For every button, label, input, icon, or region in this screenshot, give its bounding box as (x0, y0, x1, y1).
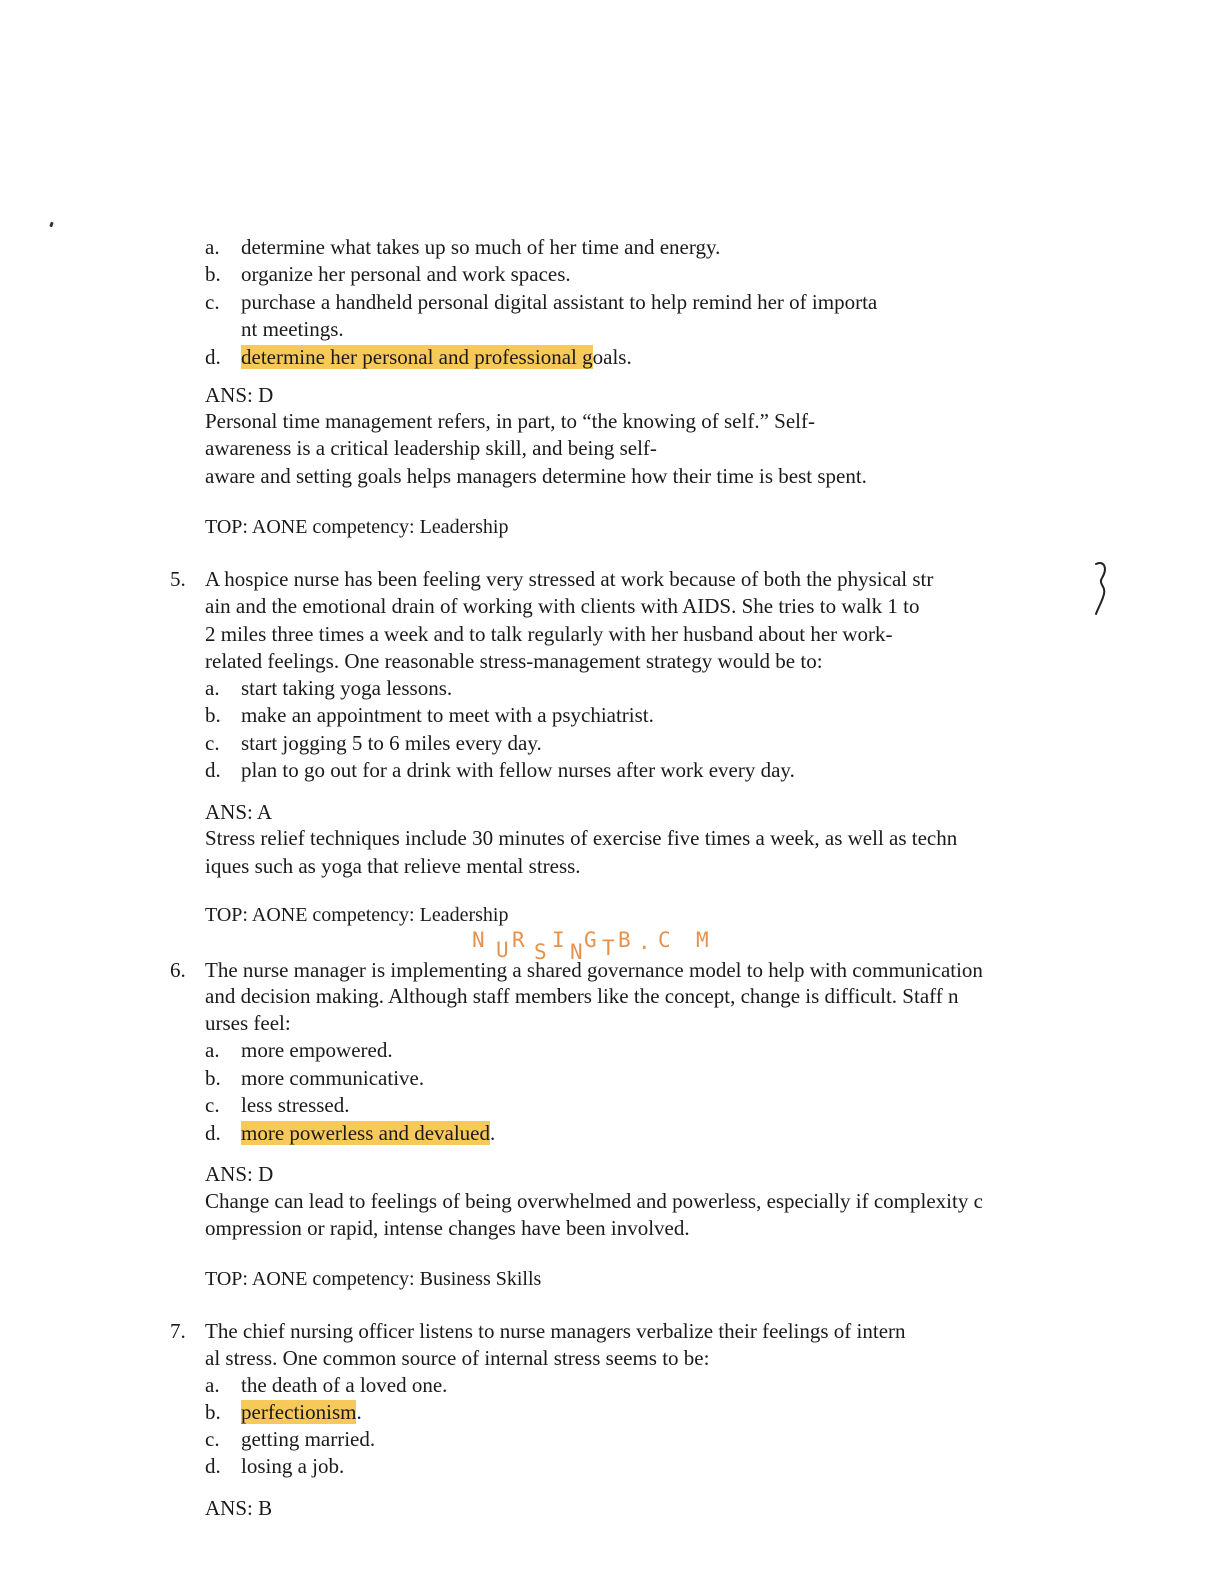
answer-highlight: more powerless and devalued (241, 1121, 490, 1145)
question-stem-line: and decision making. Although staff members like the concept, change is difficult. Staff n (205, 984, 959, 1008)
question-stem-line: urses feel: (205, 1011, 291, 1035)
option-letter: c. (205, 290, 220, 314)
option-d-text: determine her personal and professional goals. (241, 345, 632, 369)
question-number: 7. (170, 1319, 186, 1343)
option-letter: a. (205, 676, 220, 700)
option-d-text: more powerless and devalued. (241, 1121, 496, 1145)
rationale-line: Change can lead to feelings of being overwhelmed and powerless, especially if complexity c (205, 1189, 983, 1213)
option-letter: c. (205, 1093, 220, 1117)
answer-key: ANS: D (205, 1162, 274, 1186)
answer-key: ANS: A (205, 800, 273, 824)
option-c-text-cont: nt meetings. (241, 317, 344, 341)
watermark: N U R S I N G T B . C M (472, 928, 709, 964)
option-b-text: perfectionism. (241, 1400, 362, 1424)
option-letter: b. (205, 703, 221, 727)
question-stem-line: The chief nursing officer listens to nurse managers verbalize their feelings of intern (205, 1319, 906, 1343)
option-a-text: more empowered. (241, 1038, 393, 1062)
option-letter: c. (205, 1427, 220, 1451)
option-letter: b. (205, 1400, 221, 1424)
question-number: 6. (170, 958, 186, 982)
rationale-line: Stress relief techniques include 30 minutes of exercise five times a week, as well as techn (205, 826, 958, 850)
option-letter: c. (205, 731, 220, 755)
question-stem-line: related feelings. One reasonable stress-management strategy would be to: (205, 649, 823, 673)
option-letter: d. (205, 758, 221, 782)
option-letter: a. (205, 1038, 220, 1062)
answer-highlight: determine her personal and professional g (241, 345, 593, 369)
option-letter: a. (205, 1373, 220, 1397)
topic-line: TOP: AONE competency: Business Skills (205, 1268, 542, 1290)
option-d-text: losing a job. (241, 1454, 345, 1478)
topic-line: TOP: AONE competency: Leadership (205, 904, 509, 926)
answer-highlight: perfectionism (241, 1400, 357, 1424)
answer-key: ANS: B (205, 1496, 273, 1520)
rationale-line: ompression or rapid, intense changes have been involved. (205, 1216, 690, 1240)
option-a-text: start taking yoga lessons. (241, 676, 453, 700)
option-letter: d. (205, 1454, 221, 1478)
question-stem-line: The nurse manager is implementing a shared governance model to help with communication (205, 958, 983, 982)
rationale-line: awareness is a critical leadership skill, and being self- (205, 436, 657, 460)
question-stem-line: 2 miles three times a week and to talk regularly with her husband about her work- (205, 622, 893, 646)
option-c-text: start jogging 5 to 6 miles every day. (241, 731, 542, 755)
question-stem-line: ain and the emotional drain of working with clients with AIDS. She tries to walk 1 to (205, 594, 920, 618)
topic-line: TOP: AONE competency: Leadership (205, 516, 509, 538)
option-c-text: purchase a handheld personal digital assistant to help remind her of importa (241, 290, 878, 314)
option-a-text: the death of a loved one. (241, 1373, 448, 1397)
option-d-text: plan to go out for a drink with fellow nurses after work every day. (241, 758, 795, 782)
option-b-text: make an appointment to meet with a psychiatrist. (241, 703, 654, 727)
option-c-text: less stressed. (241, 1093, 350, 1117)
option-letter: d. (205, 345, 221, 369)
question-stem-line: al stress. One common source of internal stress seems to be: (205, 1346, 710, 1370)
option-c-text: getting married. (241, 1427, 376, 1451)
rationale-line: iques such as yoga that relieve mental stress. (205, 854, 581, 878)
option-letter: a. (205, 235, 220, 259)
stray-mark (49, 222, 54, 228)
question-stem-line: A hospice nurse has been feeling very stressed at work because of both the physical str (205, 567, 934, 591)
option-b-text: organize her personal and work spaces. (241, 262, 571, 286)
rationale-line: Personal time management refers, in part, to “the knowing of self.” Self- (205, 409, 815, 433)
option-b-text: more communicative. (241, 1066, 425, 1090)
question-number: 5. (170, 567, 186, 591)
rationale-line: aware and setting goals helps managers determine how their time is best spent. (205, 464, 867, 488)
option-a-text: determine what takes up so much of her time and energy. (241, 235, 721, 259)
option-letter: b. (205, 262, 221, 286)
option-letter: b. (205, 1066, 221, 1090)
answer-key: ANS: D (205, 383, 274, 407)
option-letter: d. (205, 1121, 221, 1145)
handwritten-bracket-mark (1088, 558, 1118, 618)
